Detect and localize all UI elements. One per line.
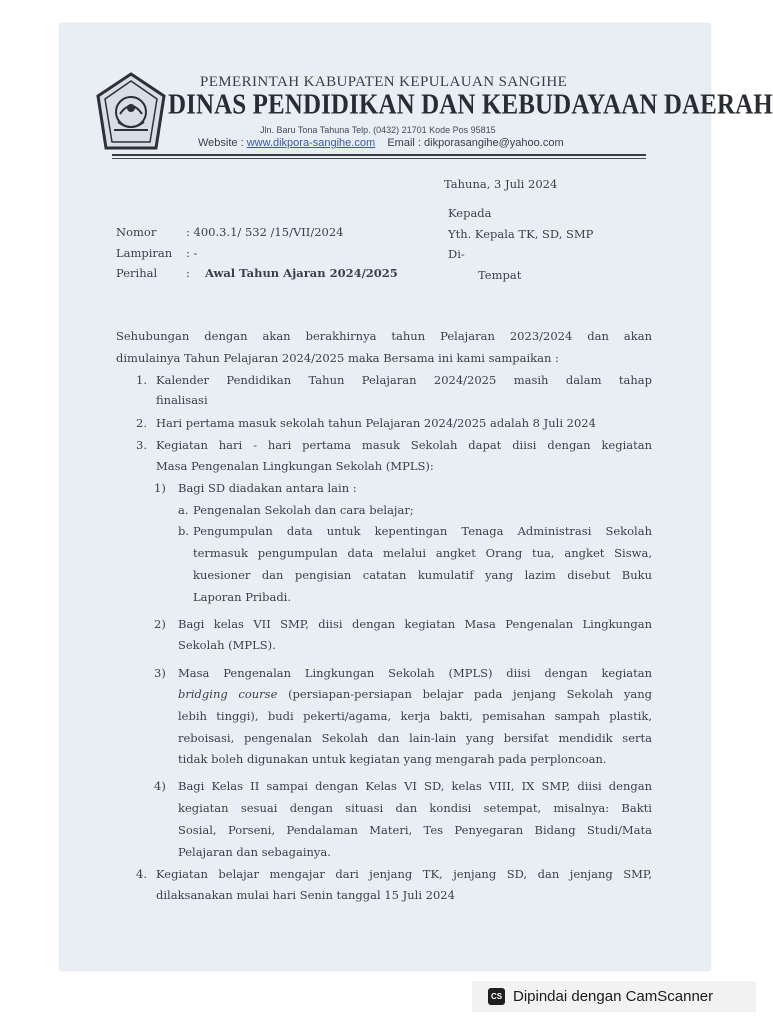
item-1-line-2: finalisasi [156, 393, 208, 407]
contact-line [198, 137, 564, 149]
camscanner-label: Dipindai dengan CamScanner [513, 988, 714, 1005]
sub-1b-line-1: Pengumpulan data untuk kepentingan Tenaga Administrasi Sekolah [193, 524, 652, 538]
item-1-line-1: Kalender Pendidikan Tahun Pelajaran 2024/2025 masih dalam tahap [156, 373, 652, 387]
item-3-line-2: Masa Pengenalan Lingkungan Sekolah (MPLS): [156, 459, 434, 473]
item-2-line-1: Hari pertama masuk sekolah tahun Pelajaran 2024/2025 adalah 8 Juli 2024 [156, 416, 596, 430]
sub-3-line-2-rest: (persiapan-persiapan belajar pada jenjang Sekolah yang [277, 687, 652, 701]
sub-4-number: 4) [154, 779, 166, 793]
office-address: Jln. Baru Tona Tahuna Telp. (0432) 21701 Kode Pos 95815 [260, 125, 496, 135]
sub-1a-line-1: Pengenalan Sekolah dan cara belajar; [193, 503, 414, 517]
perihal-label: Perihal [116, 266, 158, 280]
sub-3-line-4: reboisasi, pengenalan Sekolah dan lain-lain yang bersifat mendidik serta [178, 731, 652, 745]
nomor-label: Nomor [116, 225, 157, 239]
email-text: Email : dikporasangihe@yahoo.com [387, 137, 564, 149]
perihal-colon: : [186, 266, 190, 280]
intro-line-2: dimulainya Tahun Pelajaran 2024/2025 maka Bersama ini kami sampaikan : [116, 351, 559, 365]
sub-1b-line-4: Laporan Pribadi. [193, 590, 292, 604]
sub-1b-line-2: termasuk pengumpulan data melalui angket Orang tua, angket Siswa, [193, 546, 652, 560]
sub-3-line-5: tidak boleh digunakan untuk kegiatan yang mengarah pada perploncoan. [178, 752, 607, 766]
perihal-value: Awal Tahun Ajaran 2024/2025 [205, 266, 398, 280]
sub-4-line-1: Bagi Kelas II sampai dengan Kelas VI SD, kelas VIII, IX SMP, diisi dengan [178, 779, 652, 793]
item-4-line-1: Kegiatan belajar mengajar dari jenjang TK, jenjang SD, dan jenjang SMP, [156, 867, 652, 881]
sub-1b-line-3: kuesioner dan pengisian catatan kumulatif yang lazim disebut Buku [193, 568, 652, 582]
sub-3-line-3: lebih tinggi), budi pekerti/agama, kerja bakti, pemisahan sampah plastik, [178, 709, 652, 723]
intro-line-1: Sehubungan dengan akan berakhirnya tahun Pelajaran 2023/2024 dan akan [116, 329, 652, 343]
lampiran-label: Lampiran [116, 246, 173, 260]
nomor-value: : 400.3.1/ 532 /15/VII/2024 [186, 225, 344, 239]
kepada-label: Kepada [448, 206, 492, 220]
letterhead-divider [112, 154, 646, 156]
sub-1-number: 1) [154, 481, 166, 495]
recipient: Yth. Kepala TK, SD, SMP [448, 227, 594, 241]
sub-3-number: 3) [154, 666, 166, 680]
letterhead-divider-thin [112, 158, 646, 159]
item-1-number: 1. [136, 373, 147, 387]
sub-4-line-3: Sosial, Porseni, Pendalaman Materi, Tes Penyegaran Bidang Studi/Mata [178, 823, 652, 837]
sub-4-line-2: kegiatan sesuai dengan situasi dan kondisi setempat, misalnya: Bakti [178, 801, 652, 815]
item-4-line-2: dilaksanakan mulai hari Senin tanggal 15 Juli 2024 [156, 888, 455, 902]
regency-emblem-logo [96, 72, 166, 154]
sub-3-line-1: Masa Pengenalan Lingkungan Sekolah (MPLS) diisi dengan kegiatan [178, 666, 652, 680]
sub-2-line-2: Sekolah (MPLS). [178, 638, 276, 652]
sub-2-line-1: Bagi kelas VII SMP, diisi dengan kegiatan Masa Pengenalan Lingkungan [178, 617, 652, 631]
bridging-course-term: bridging course [178, 687, 278, 701]
scanned-letter-page [60, 24, 773, 970]
item-2-number: 2. [136, 416, 147, 430]
di-label: Di- [448, 247, 465, 261]
sub-1b-letter: b. [178, 524, 190, 538]
item-4-number: 4. [136, 867, 147, 881]
tempat-label: Tempat [478, 268, 522, 282]
government-heading: PEMERINTAH KABUPATEN KEPULAUAN SANGIHE [200, 74, 568, 90]
sub-3-line-2 [178, 687, 652, 701]
sub-4-line-4: Pelajaran dan sebagainya. [178, 845, 331, 859]
department-heading: DINAS PENDIDIKAN DAN KEBUDAYAAN DAERAH [168, 90, 773, 121]
place-date: Tahuna, 3 Juli 2024 [444, 177, 558, 191]
sub-2-number: 2) [154, 617, 166, 631]
sub-1a-letter: a. [178, 503, 189, 517]
camscanner-watermark [472, 981, 756, 1012]
item-3-number: 3. [136, 438, 147, 452]
lampiran-value: : - [186, 246, 198, 260]
camscanner-icon: CS [488, 988, 505, 1005]
website-label: Website : [198, 137, 247, 149]
item-3-line-1: Kegiatan hari - hari pertama masuk Sekolah dapat diisi dengan kegiatan [156, 438, 652, 452]
website-link[interactable]: www.dikpora-sangihe.com [246, 137, 376, 149]
sub-1-line-1: Bagi SD diadakan antara lain : [178, 481, 357, 495]
